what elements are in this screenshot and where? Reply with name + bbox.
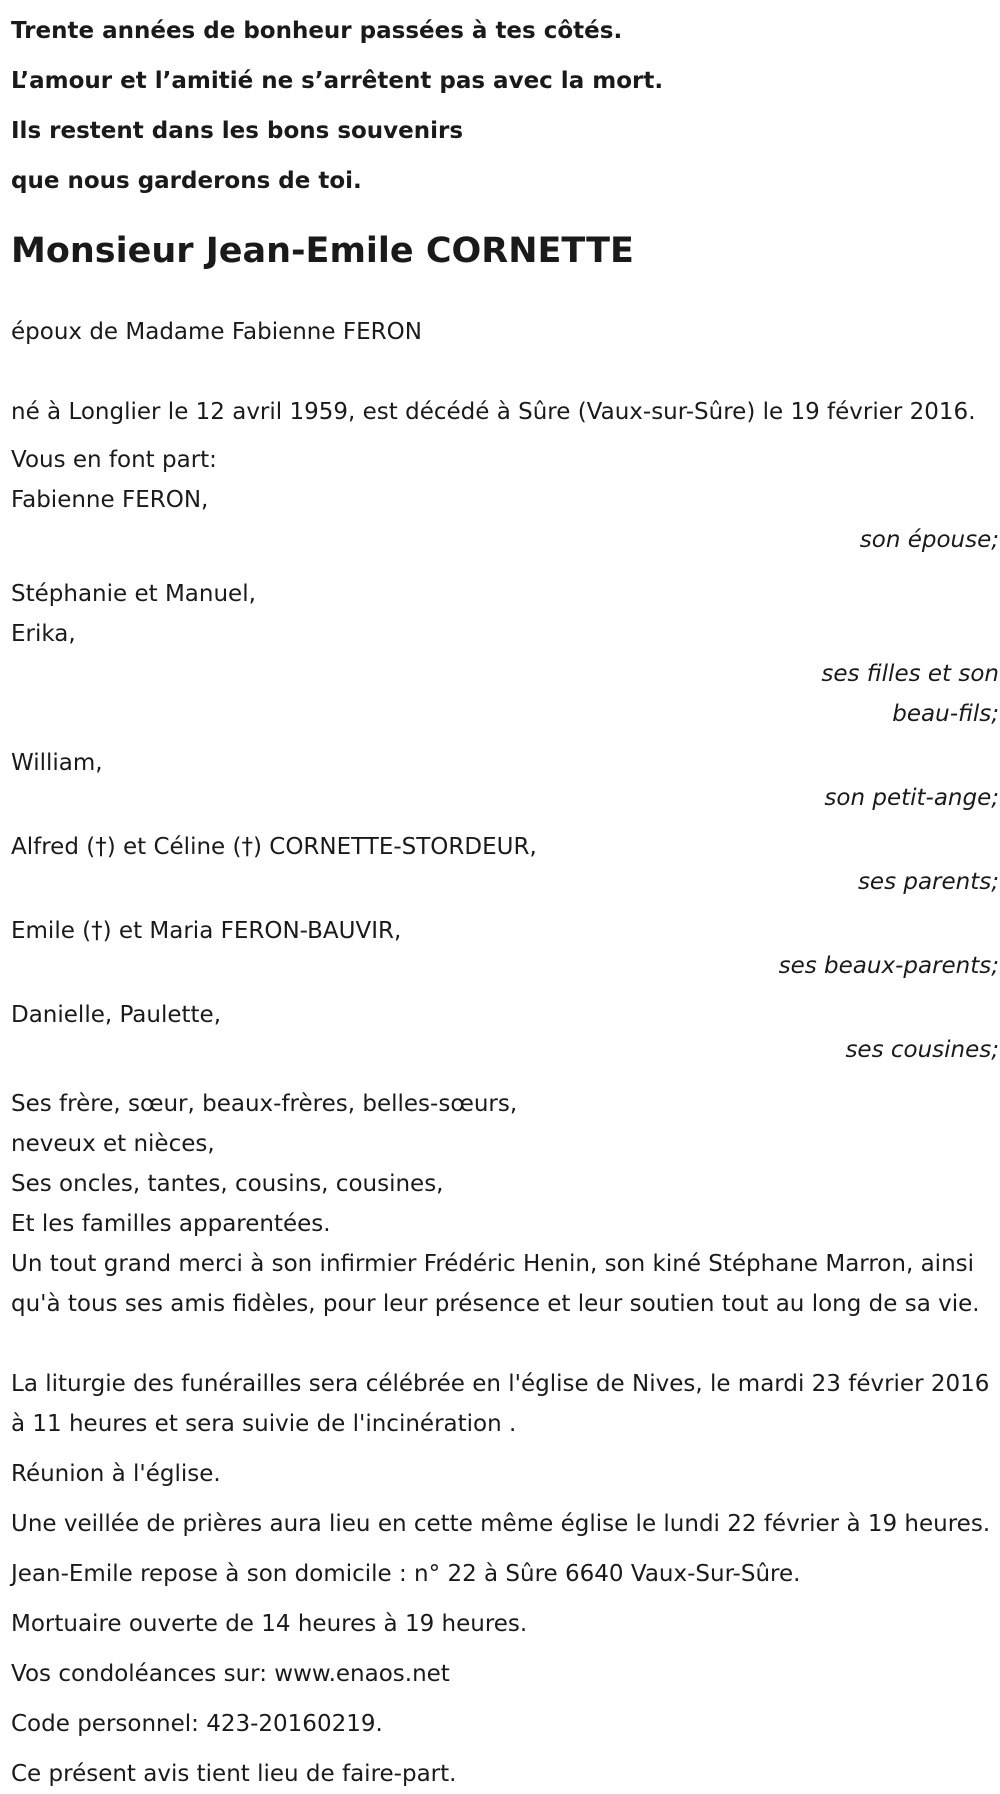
announcement (11, 440, 999, 1324)
poem (11, 0, 999, 206)
obituary-content (11, 0, 999, 1794)
poem-line-4: que nous garderons de toi. (11, 168, 362, 194)
notice-line: Ce présent avis tient lieu de faire-part. (11, 1761, 457, 1787)
deceased-name: Monsieur Jean-Emile CORNETTE (11, 231, 634, 271)
vigil-info: Une veillée de prières aura lieu en cette même église le lundi 22 février à 19 heures. (11, 1511, 991, 1537)
family-entry (11, 748, 999, 818)
meeting-info: Réunion à l'église. (11, 1461, 221, 1487)
personal-code: Code personnel: 423-20160219. (11, 1711, 383, 1737)
family-relation-wrap (11, 946, 999, 986)
condolences-info: Vos condoléances sur: www.enaos.net (11, 1661, 450, 1687)
family-names: William, (11, 750, 103, 776)
birth-death-info: né à Longlier le 12 avril 1959, est décédé à Sûre (Vaux-sur-Sûre) le 19 février 2016. (11, 399, 976, 425)
family-relation: ses parents; (857, 869, 999, 895)
family-entry (11, 574, 999, 734)
extended-family-line: Et les familles apparentées. (11, 1211, 331, 1237)
family-relation-wrap (11, 778, 999, 818)
extended-family (11, 1084, 999, 1244)
family-relation-wrap (11, 520, 999, 560)
family-entry (11, 480, 999, 560)
family-entry (11, 1000, 999, 1070)
family-names: Danielle, Paulette, (11, 1002, 222, 1028)
poem-line-3: Ils restent dans les bons souvenirs (11, 118, 464, 144)
family-names: Stéphanie et Manuel, (11, 581, 256, 607)
announcement-intro: Vous en font part: (11, 447, 217, 473)
family-names: Erika, (11, 621, 76, 647)
family-relation: ses beaux-parents; (778, 953, 999, 979)
thanks-paragraph: Un tout grand merci à son infirmier Frédéric Henin, son kiné Stéphane Marron, ainsi qu'à tous ses amis fidèles, pour leur présence et leur soutien tout au long de sa vie. (11, 1251, 980, 1317)
family-names: Alfred (†) et Céline (†) CORNETTE-STORDEUR, (11, 834, 537, 860)
family-entry (11, 832, 999, 902)
family-relation-wrap (11, 654, 999, 734)
extended-family-line: neveux et nièces, (11, 1131, 215, 1157)
family-relation-wrap (11, 862, 999, 902)
family-relation: ses cousines; (845, 1037, 999, 1063)
poem-line-2: L’amour et l’amitié ne s’arrêtent pas avec la mort. (11, 68, 664, 94)
rest-info: Jean-Emile repose à son domicile : n° 22 à Sûre 6640 Vaux-Sur-Sûre. (11, 1561, 801, 1587)
extended-family-line: Ses frère, sœur, beaux-frères, belles-sœurs, (11, 1091, 518, 1117)
liturgy-info: La liturgie des funérailles sera célébrée en l'église de Nives, le mardi 23 février 2016 à 11 heures et sera suivie de l'incinération . (11, 1371, 990, 1437)
family-names: Emile (†) et Maria FERON-BAUVIR, (11, 918, 402, 944)
spacer (11, 1324, 999, 1364)
spouse-line: époux de Madame Fabienne FERON (11, 319, 422, 345)
family-entry (11, 916, 999, 986)
poem-line-1: Trente années de bonheur passées à tes côtés. (11, 18, 623, 44)
extended-family-line: Ses oncles, tantes, cousins, cousines, (11, 1171, 444, 1197)
funeral-info (11, 1364, 999, 1794)
family-relation: ses filles et son beau-fils; (821, 661, 999, 727)
family-relation-wrap (11, 1030, 999, 1070)
mortuary-info: Mortuaire ouverte de 14 heures à 19 heures. (11, 1611, 528, 1637)
family-relation: son épouse; (859, 527, 999, 553)
family-names: Fabienne FERON, (11, 487, 209, 513)
family-relation: son petit-ange; (824, 785, 999, 811)
